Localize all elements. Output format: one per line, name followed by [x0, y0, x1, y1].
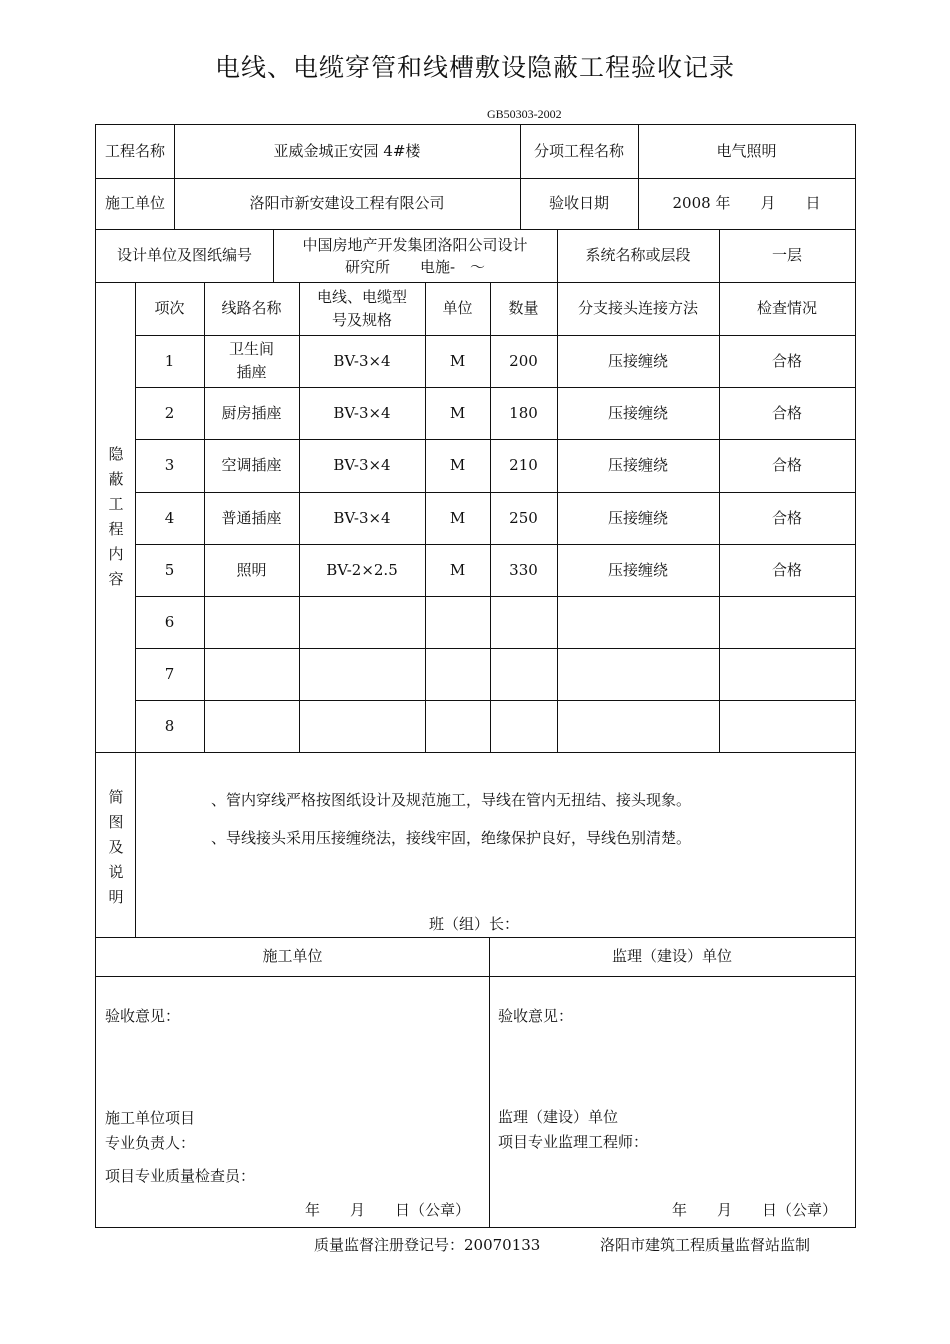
- row-method: [557, 596, 719, 648]
- col-check: 检查情况: [756, 299, 817, 317]
- sub-project-label: 分项工程名称: [533, 142, 624, 160]
- row-index: 6: [164, 612, 175, 631]
- row-unit: [425, 596, 490, 648]
- row-check: [719, 596, 855, 648]
- row-unit: M: [449, 508, 466, 527]
- design-value: [273, 229, 557, 282]
- project-name-value: 亚威金城正安园 4#楼: [273, 142, 421, 160]
- row-qty: 330: [509, 560, 538, 579]
- row-qty: 200: [509, 351, 538, 370]
- col-method: 分支接头连接方法: [577, 299, 698, 317]
- sign-right-header: 监理（建设）单位: [611, 947, 732, 965]
- right-opinion-label: 验收意见：: [498, 1007, 574, 1025]
- col-spec: [299, 282, 425, 335]
- project-name-label: 工程名称: [104, 142, 165, 160]
- row-circuit: 厨房插座: [221, 403, 282, 422]
- row-qty: [490, 700, 557, 752]
- notes-line-1: 、管内穿线严格按图纸设计及规范施工，导线在管内无扭结、接头现象。: [211, 791, 692, 809]
- row-index: 3: [164, 456, 175, 474]
- row-spec: BV-3×4: [333, 508, 391, 527]
- row-index: 4: [164, 508, 175, 527]
- row-spec: BV-2×2.5: [326, 560, 398, 579]
- row-index: 8: [164, 716, 175, 735]
- design-line-1: 中国房地产开发集团洛阳公司设计: [302, 235, 528, 254]
- row-unit: M: [449, 351, 466, 370]
- row-qty: [490, 648, 557, 700]
- right-person-line-2: 项目专业监理工程师：: [498, 1133, 649, 1151]
- row-unit: M: [449, 560, 466, 579]
- left-person-line-3: 项目专业质量检查员：: [105, 1167, 256, 1185]
- system-value: 一层: [771, 246, 802, 264]
- row-check: [719, 648, 855, 700]
- row-qty: 180: [509, 403, 538, 422]
- design-label: 设计单位及图纸编号: [116, 246, 252, 264]
- row-spec: BV-3×4: [333, 351, 391, 370]
- notes-line-2: 、导线接头采用压接缠绕法，接线牢固，绝缘保护良好，导线色别清楚。: [211, 829, 692, 847]
- col-spec-line-1: 电线、电缆型: [316, 287, 407, 306]
- row-qty: [490, 596, 557, 648]
- row-check: 合格: [771, 508, 802, 527]
- date-label: 验收日期: [548, 194, 609, 212]
- row-check: 合格: [771, 351, 802, 370]
- contractor-value: 洛阳市新安建设工程有限公司: [249, 194, 445, 212]
- row-method: 压接缠绕: [607, 508, 668, 527]
- row-index: 2: [164, 403, 175, 422]
- row-index: 7: [164, 664, 175, 683]
- date-value: 2008 年 月 日: [672, 194, 821, 212]
- row-check: [719, 700, 855, 752]
- row-spec: [299, 648, 425, 700]
- row-index: 1: [164, 351, 175, 370]
- col-spec-line-2: 号及规格: [331, 310, 392, 329]
- row-index: 5: [164, 560, 175, 579]
- row-qty: 210: [509, 456, 538, 474]
- row-circuit: 空调插座: [221, 456, 282, 474]
- row-method: 压接缠绕: [607, 456, 668, 474]
- notes-label: 简图及说明: [108, 788, 124, 906]
- row-check: 合格: [771, 560, 802, 579]
- row-circuit: 照明: [236, 560, 267, 579]
- row-check: 合格: [771, 403, 802, 422]
- col-index: 项次: [154, 299, 185, 317]
- row-circuit: [204, 700, 299, 752]
- sub-project-value: 电气照明: [716, 142, 777, 160]
- registration-number: 质量监督注册登记号：20070133: [314, 1236, 541, 1254]
- col-circuit: 线路名称: [221, 299, 282, 317]
- row-circuit: [204, 596, 299, 648]
- row-spec: BV-3×4: [333, 403, 391, 422]
- row-method: 压接缠绕: [607, 560, 668, 579]
- issuer: 洛阳市建筑工程质量监督站监制: [600, 1236, 811, 1254]
- row-qty: 250: [509, 508, 538, 527]
- row-method: 压接缠绕: [607, 351, 668, 370]
- row-unit: [425, 648, 490, 700]
- row-method: [557, 700, 719, 752]
- system-label: 系统名称或层段: [585, 246, 691, 264]
- sign-left-header: 施工单位: [262, 947, 323, 965]
- col-unit: 单位: [442, 299, 473, 317]
- row-unit: [425, 700, 490, 752]
- standard-code: GB50303-2002: [487, 107, 562, 121]
- col-qty: 数量: [508, 299, 539, 317]
- row-unit: M: [449, 403, 466, 422]
- row-circuit: 卫生间插座: [228, 340, 274, 381]
- right-person-line-1: 监理（建设）单位: [498, 1108, 619, 1126]
- row-method: 压接缠绕: [607, 403, 668, 422]
- hidden-work-label: 隐蔽工程内容: [108, 445, 124, 588]
- document-title: 电线、电缆穿管和线槽敷设隐蔽工程验收记录: [214, 53, 735, 82]
- row-spec: [299, 596, 425, 648]
- right-date: 年 月 日（公章）: [672, 1201, 838, 1219]
- left-person-line-1: 施工单位项目: [105, 1109, 196, 1127]
- row-circuit: [204, 648, 299, 700]
- left-opinion-label: 验收意见：: [105, 1007, 181, 1025]
- row-spec: [299, 700, 425, 752]
- row-unit: M: [449, 456, 466, 474]
- record-form: [95, 124, 856, 1228]
- row-circuit: 普通插座: [221, 508, 282, 527]
- row-spec: BV-3×4: [333, 456, 391, 474]
- left-person-line-2: 专业负责人：: [105, 1134, 196, 1152]
- design-line-2: 研究所 电施- ～: [344, 257, 486, 276]
- contractor-label: 施工单位: [104, 194, 165, 212]
- team-leader-label: 班（组）长：: [429, 915, 520, 933]
- row-method: [557, 648, 719, 700]
- left-date: 年 月 日（公章）: [305, 1201, 471, 1219]
- row-check: 合格: [771, 456, 802, 474]
